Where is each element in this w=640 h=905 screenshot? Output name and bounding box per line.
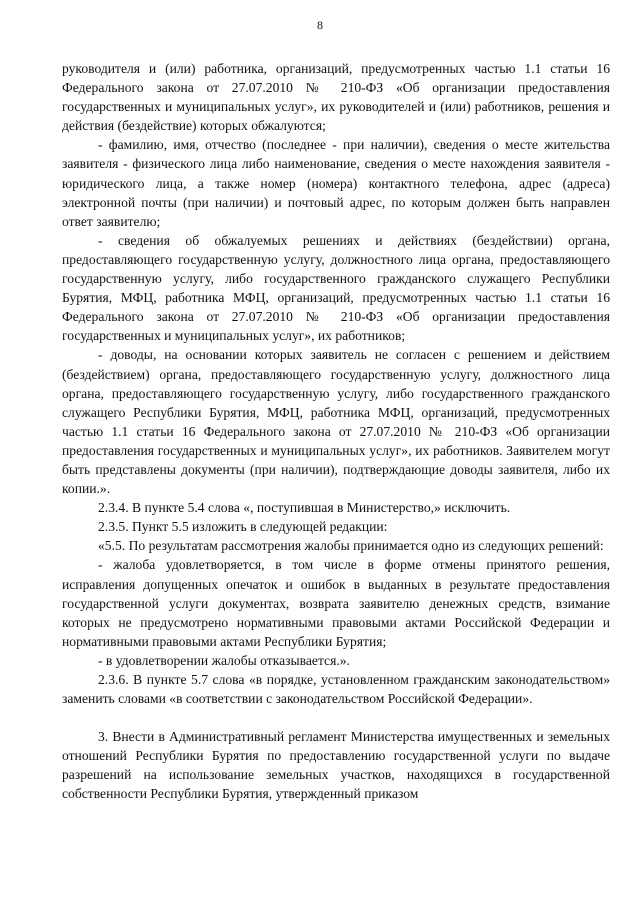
paragraph: 3. Внести в Административный регламент Министерства имущественных и земельных отношений Республики Бурятия по предоставлению государственной услуги по выдаче разрешений на использование земельных участков, находящихся в государственной собственности Республики Бурятия, утвержденный приказом (62, 729, 610, 802)
document-body (62, 59, 610, 804)
paragraph: 2.3.4. В пункте 5.4 слова «, поступившая в Министерство,» исключить. (98, 500, 511, 516)
paragraph: 2.3.5. Пункт 5.5 изложить в следующей редакции: (98, 519, 388, 535)
paragraph: - в удовлетворении жалобы отказывается.». (98, 652, 350, 668)
paragraph: - жалоба удовлетворяется, в том числе в форме отмены принятого решения, исправления допущенных опечаток и ошибок в выданных в результате предоставления государственной услуги документах, возврата заявителю денежных средств, взимание которых не предусмотрено нормативными правовыми актами Российской Федерации и нормативными правовыми актами Республики Бурятия; (62, 557, 610, 649)
paragraph: - сведения об обжалуемых решениях и действиях (бездействии) органа, предоставляющего государственную услугу, должностного лица органа, предоставляющего государственную услугу, либо государственного гражданского служащего Республики Бурятия, МФЦ, работника МФЦ, организаций, предусмотренных частью 1.1 статьи 16 Федерального закона от 27.07.2010 № 210-ФЗ «Об организации предоставления государственных и муниципальных услуг», их работников; (62, 232, 610, 344)
paragraph: руководителя и (или) работника, организаций, предусмотренных частью 1.1 статьи 16 Федерального закона от 27.07.2010 № 210-ФЗ «Об организации предоставления государственных и муниципальных услуг», их руководителей и (или) работников, решения и действия (бездействие) которых обжалуются; (62, 61, 610, 134)
paragraph: 2.3.6. В пункте 5.7 слова «в порядке, установленном гражданским законодательством» заменить словами «в соответствии с законодательством Российской Федерации». (62, 672, 610, 707)
page-number: 8 (317, 18, 323, 32)
paragraph: «5.5. По результатам рассмотрения жалобы принимается одно из следующих решений: (98, 538, 604, 554)
paragraph: - фамилию, имя, отчество (последнее - при наличии), сведения о месте жительства заявителя - физического лица либо наименование, сведения о месте нахождения заявителя - юридического лица, а также номер (номера) контактного телефона, адрес (адреса) электронной почты (при наличии) и почтовый адрес, по которым должен быть направлен ответ заявителю; (62, 137, 610, 229)
paragraph: - доводы, на основании которых заявитель не согласен с решением и действием (бездействием) органа, предоставляющего государственную услугу, должностного лица органа, предоставляющего государственную услугу, либо государственного гражданского служащего Республики Бурятия, МФЦ, работника МФЦ, организаций, предусмотренных частью 1.1 статьи 16 Федерального закона от 27.07.2010 № 210-ФЗ «Об организации предоставления государственных и муниципальных услуг», их работников. Заявителем могут быть представлены документы (при наличии), подтверждающие доводы заявителя, либо их копии.». (62, 347, 610, 497)
